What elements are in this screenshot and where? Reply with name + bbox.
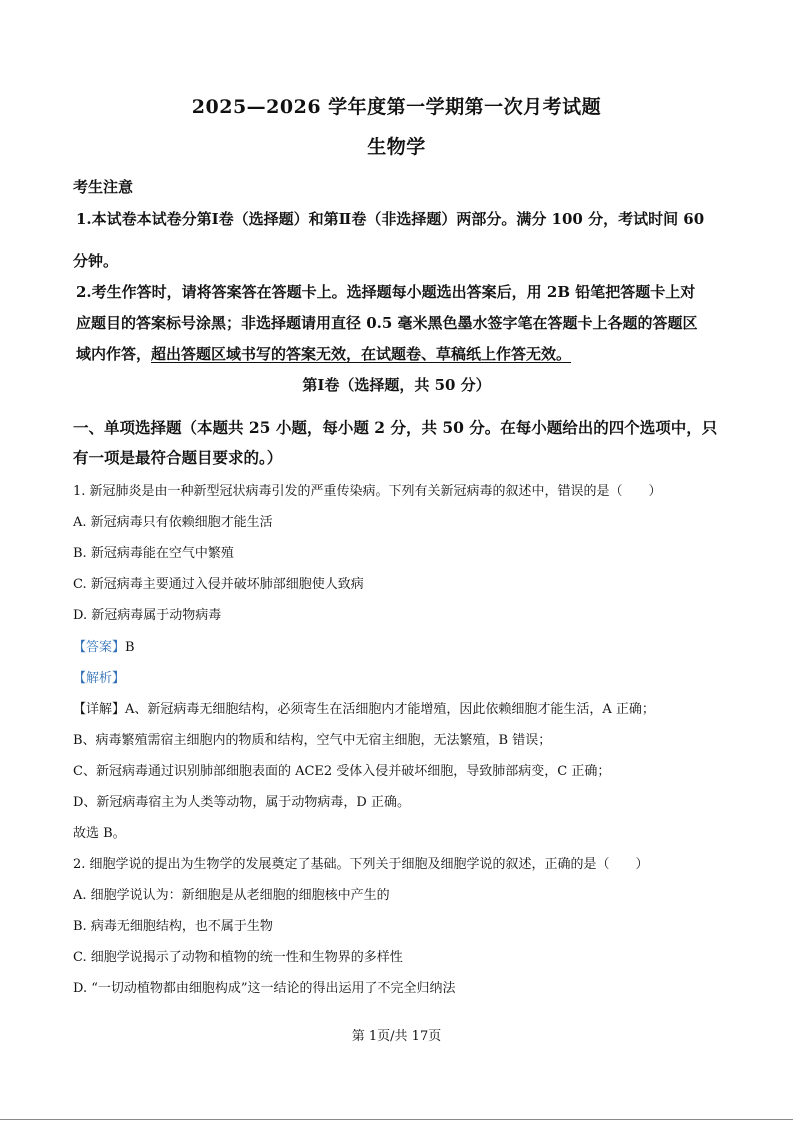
q1-stem: 1. 新冠肺炎是由一种新型冠状病毒引发的严重传染病。下列有关新冠病毒的叙述中，错误的是（ ） — [73, 484, 662, 499]
answer-tag: 【答案】 — [73, 640, 126, 655]
q1-detail-line: C、新冠病毒通过识别肺部细胞表面的 ACE2 受体入侵并破坏细胞，导致肺部病变，C 正确； — [73, 764, 611, 779]
subject-title: 生物学 — [367, 136, 426, 158]
notice-item2-line3 — [76, 343, 571, 364]
part-heading-line1: 一、单项选择题（本题共 25 小题，每小题 2 分，共 50 分。在每小题给出的四个选项中，只 — [73, 418, 718, 437]
answer-value: B — [125, 640, 135, 655]
q1-option-b: B. 新冠病毒能在空气中繁殖 — [73, 546, 234, 561]
part-heading-line2: 有一项是最符合题目要求的。） — [73, 448, 283, 467]
q1-answer — [73, 636, 135, 655]
q1-option-c: C. 新冠病毒主要通过入侵并破坏肺部细胞使人致病 — [73, 577, 364, 592]
q1-detail-line: D、新冠病毒宿主为人类等动物，属于动物病毒，D 正确。 — [73, 795, 410, 810]
notice-item2-line3-underlined: 超出答题区域书写的答案无效，在试题卷、草稿纸上作答无效。 — [151, 345, 572, 363]
analysis-tag: 【解析】 — [73, 671, 126, 686]
q1-option-a: A. 新冠病毒只有依赖细胞才能生活 — [73, 515, 273, 530]
notice-item2-line3-plain: 域内作答， — [76, 345, 152, 363]
notice-item2-line1: 2.考生作答时，请将答案答在答题卡上。选择题每小题选出答案后，用 2B 铅笔把答题卡上对 — [76, 283, 696, 301]
q1-detail-line: 【详解】A、新冠病毒无细胞结构，必须寄生在活细胞内才能增殖，因此依赖细胞才能生活，A 正确； — [73, 702, 655, 717]
q2-option-d: D. “一切动植物都由细胞构成”这一结论的得出运用了不完全归纳法 — [73, 981, 456, 996]
q1-detail-line: 故选 B。 — [73, 826, 126, 841]
notice-item1-line2: 分钟。 — [73, 252, 119, 270]
section-title: 第Ⅰ卷（选择题，共 50 分） — [302, 376, 491, 394]
notice-item2-line2: 应题目的答案标号涂黑；非选择题请用直径 0.5 毫米黑色墨水签字笔在答题卡上各题的答题区 — [76, 314, 698, 332]
q1-detail-line: B、病毒繁殖需宿主细胞内的物质和结构，空气中无宿主细胞，无法繁殖，B 错误； — [73, 733, 552, 748]
q2-option-b: B. 病毒无细胞结构，也不属于生物 — [73, 919, 273, 934]
notice-item1-line1: 1.本试卷本试卷分第Ⅰ卷（选择题）和第Ⅱ卷（非选择题）两部分。满分 100 分，考试时间 60 — [76, 210, 705, 228]
q1-analysis-tag — [73, 667, 125, 686]
q2-option-a: A. 细胞学说认为：新细胞是从老细胞的细胞核中产生的 — [73, 888, 390, 903]
bottom-divider — [0, 1119, 793, 1120]
exam-title: 2025—2026 学年度第一学期第一次月考试题 — [191, 96, 602, 118]
q1-option-d: D. 新冠病毒属于动物病毒 — [73, 608, 222, 623]
q2-option-c: C. 细胞学说揭示了动物和植物的统一性和生物界的多样性 — [73, 950, 403, 965]
page-number: 第 1页/共 17页 — [351, 1029, 442, 1044]
q2-stem: 2. 细胞学说的提出为生物学的发展奠定了基础。下列关于细胞及细胞学说的叙述，正确的是（ ） — [73, 857, 649, 872]
notice-heading: 考生注意 — [73, 178, 134, 196]
